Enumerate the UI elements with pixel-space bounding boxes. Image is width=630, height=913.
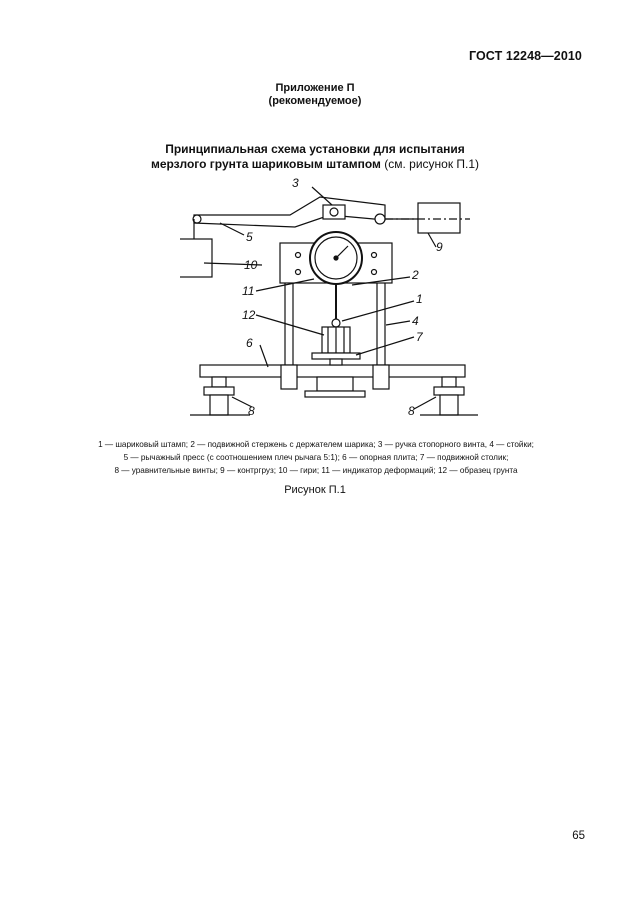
- counterweight: [418, 203, 460, 233]
- scheme-title-line1: Принципиальная схема установки для испытания: [165, 142, 465, 156]
- figure-label-8-left: 8: [248, 404, 255, 418]
- figure-label-5: 5: [246, 230, 253, 244]
- stand-left: [285, 273, 293, 365]
- weights: [180, 239, 212, 277]
- setup-diagram: [180, 175, 480, 425]
- figure-label-7: 7: [416, 330, 423, 344]
- movable-table: [312, 353, 360, 359]
- figure-label-3: 3: [292, 176, 299, 190]
- figure-caption: Рисунок П.1: [284, 484, 346, 496]
- figure-label-2: 2: [412, 268, 419, 282]
- leveling-screw-right: [442, 377, 456, 387]
- support-plate: [200, 365, 465, 377]
- page-number: 65: [572, 830, 585, 842]
- stand-right: [377, 273, 385, 365]
- figure-label-10: 10: [244, 258, 258, 272]
- figure-label-9: 9: [436, 240, 443, 254]
- scheme-title-line2-bold: мерзлого грунта шариковым штампом: [150, 157, 381, 171]
- lever-press: [194, 197, 385, 227]
- appendix-subtitle: (рекомендуемое): [268, 95, 362, 107]
- figure-label-8-right: 8: [408, 404, 415, 418]
- ball-stamp: [332, 319, 340, 327]
- figure-legend: [58, 438, 574, 477]
- legend-line-1: 1 — шариковый штамп; 2 — подвижной стержень с держателем шарика; 3 — ручка стопорного винта, 4 — стойки;: [98, 440, 534, 449]
- figure-label-12: 12: [242, 308, 256, 322]
- legend-line-3: 8 — уравнительные винты; 9 — контргруз; 10 — гири; 11 — индикатор деформаций; 12 — образец грунта: [114, 466, 518, 475]
- figure-label-4: 4: [412, 314, 419, 328]
- scheme-title: [0, 142, 630, 172]
- appendix-title: Приложение П: [275, 82, 355, 94]
- appendix-heading: [0, 82, 630, 108]
- scheme-title-line2-ref: (см. рисунок П.1): [380, 157, 480, 171]
- figure-label-1: 1: [416, 292, 423, 306]
- figure-label-11: 11: [242, 284, 255, 298]
- document-number: ГОСТ 12248—2010: [468, 49, 582, 63]
- figure-label-6: 6: [246, 336, 253, 350]
- lower-screw-block: [317, 377, 353, 391]
- leveling-screw-left: [212, 377, 226, 387]
- legend-line-2: 5 — рычажный пресс (с соотношением плеч рычага 5:1); 6 — опорная плита; 7 — подвижной столик;: [123, 453, 509, 462]
